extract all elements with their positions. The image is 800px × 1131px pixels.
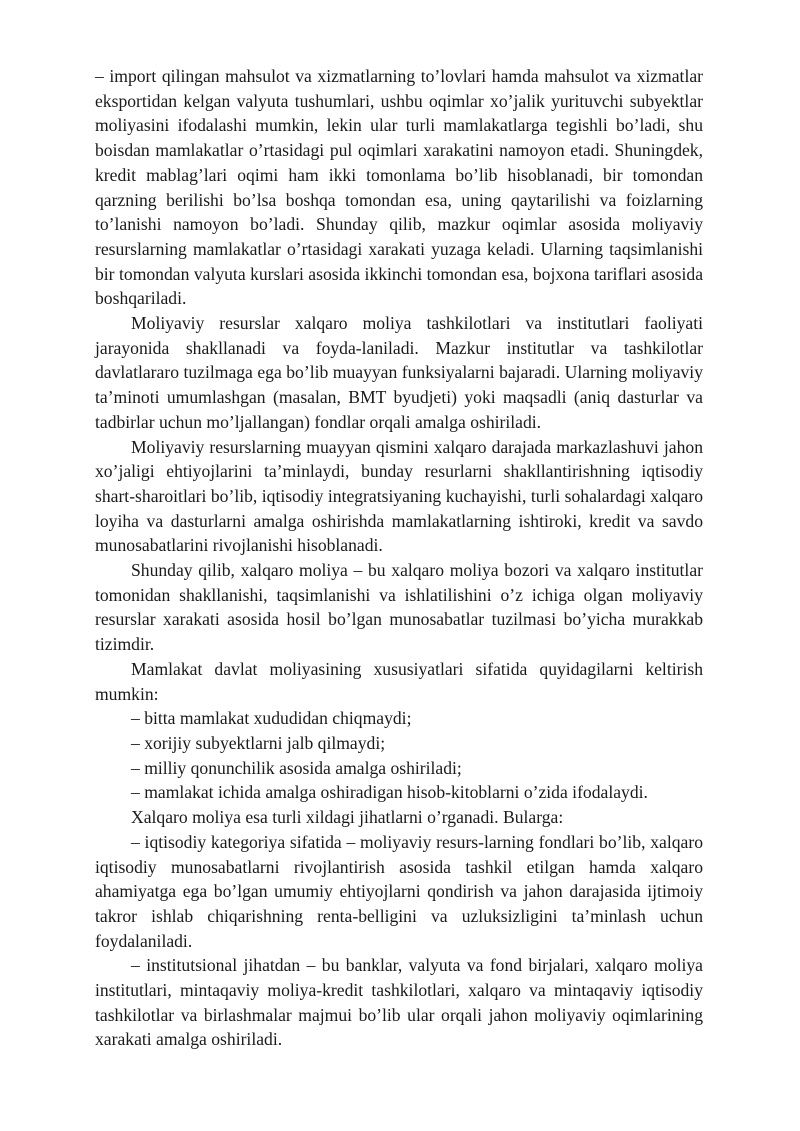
- paragraph: – iqtisodiy kategoriya sifatida – moliyaviy resurs-larning fondlari bo’lib, xalqaro iqtisodiy munosabatlarni rivojlantirish asosida tashkil etilgan hamda xalqaro ahamiyatga ega bo’lgan umumiy ehtiyojlarni qondirish va jahon darajasida ijtimoiy takror ishlab chiqarishning renta-belligini va uzluksizligini ta’minlash uchun foydalaniladi.: [95, 831, 703, 951]
- paragraph: Moliyaviy resurslarning muayyan qismini xalqaro darajada markazlashuvi jahon xo’jaligi ehtiyojlarini ta’minlaydi, bunday resurlarni shakllantirishning iqtisodiy shart-sharoitlari bo’lib, iqtisodiy integratsiyaning kuchayishi, turli sohalardagi xalqaro loyiha va dasturlarni amalga oshirishda mamlakatlarning ishtiroki, kredit va savdo munosabatlarini rivojlanishi hisoblanadi.: [95, 436, 703, 556]
- document-page: [95, 64, 703, 1052]
- list-item: – milliy qonunchilik asosida amalga oshiriladi;: [131, 757, 462, 778]
- paragraph: – institutsional jihatdan – bu banklar, valyuta va fond birjalari, xalqaro moliya institutlari, mintaqaviy moliya-kredit tashkilotlari, xalqaro va mintaqaviy iqtisodiy tashkilotlar va birlashmalar majmui bo’lib ular orqali jahon moliyaviy oqimlarining xarakati amalga oshiriladi.: [95, 955, 703, 1050]
- list-item: – bitta mamlakat xududidan chiqmaydi;: [131, 708, 412, 729]
- paragraph: Shunday qilib, xalqaro moliya – bu xalqaro moliya bozori va xalqaro institutlar tomonidan shakllanishi, taqsimlanishi va ishlatilishini o’z ichiga olgan moliyaviy resurslar xarakati asosida hosil bo’lgan munosabatlar tuzilmasi bo’yicha murakkab tizimdir.: [95, 560, 703, 655]
- list-item: – xorijiy subyektlarni jalb qilmaydi;: [131, 732, 386, 753]
- paragraph: Xalqaro moliya esa turli xildagi jihatlarni o’rganadi. Bularga:: [131, 807, 564, 828]
- paragraph: Mamlakat davlat moliyasining xususiyatlari sifatida quyidagilarni keltirish mumkin:: [95, 658, 703, 704]
- list-item: – mamlakat ichida amalga oshiradigan hisob-kitoblarni o’zida ifodalaydi.: [131, 782, 648, 803]
- paragraph: – import qilingan mahsulot va xizmatlarning to’lovlari hamda mahsulot va xizmatlar eksportidan kelgan valyuta tushumlari, ushbu oqimlar xo’jalik yurituvchi subyektlar moliyasini ifodalashi mumkin, lekin ular turli mamlakatlarga tegishli bo’ladi, shu boisdan mamlakatlar o’rtasidagi pul oqimlari xarakatini namoyon etadi. Shuningdek, kredit mablag’lari oqimi ham ikki tomonlama bo’lib hisoblanadi, bir tomondan qarzning berilishi bo’lsa boshqa tomondan esa, uning qaytarilishi va foizlarning to’lanishi namoyon bo’ladi. Shunday qilib, mazkur oqimlar asosida moliyaviy resurslarning mamlakatlar o’rtasidagi xarakati yuzaga keladi. Ularning taqsimlanishi bir tomondan valyuta kurslari asosida ikkinchi tomondan esa, bojxona tariflari asosida boshqariladi.: [95, 66, 703, 309]
- paragraph: Moliyaviy resurslar xalqaro moliya tashkilotlari va institutlari faoliyati jarayonida shakllanadi va foyda-laniladi. Mazkur institutlar va tashkilotlar davlatlararo tuzilmaga ega bo’lib muayyan funksiyalarni bajaradi. Ularning moliyaviy ta’minoti umumlashgan (masalan, BMT byudjeti) yoki maqsadli (aniq dasturlar va tadbirlar uchun mo’ljallangan) fondlar orqali amalga oshiriladi.: [95, 313, 703, 432]
